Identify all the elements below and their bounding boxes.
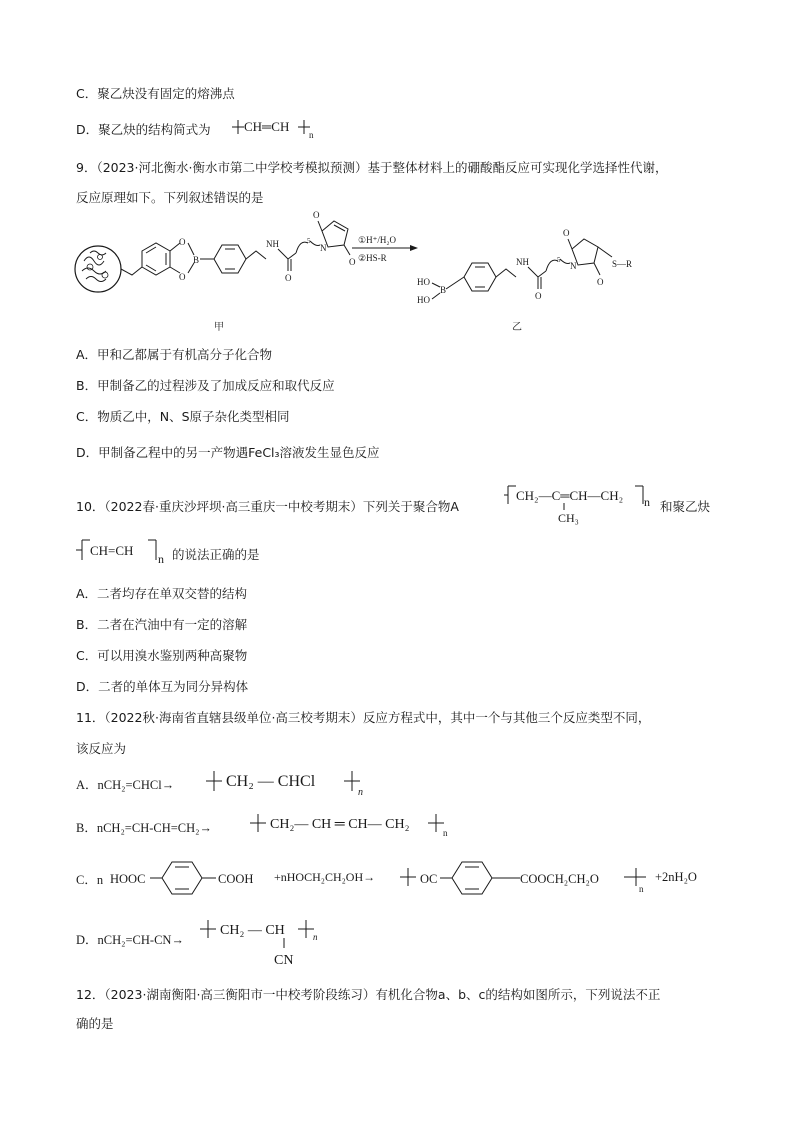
q9-option-a: A．甲和乙都属于有机高分子化合物 — [76, 347, 273, 362]
q11-b-reactant: B．nCH₂=CH-CH=CH₂→ — [76, 821, 213, 835]
q10-stem-pre: 10．（2022春·重庆沙坪坝·高三重庆一中校考期末）下列关于聚合物A — [76, 499, 459, 514]
q9-option-b: B．甲制备乙的过程涉及了加成反应和取代反应 — [76, 378, 335, 393]
svg-text:HO: HO — [417, 277, 430, 287]
polyacetylene-text: CH═CH — [244, 119, 290, 134]
reagent-1: ①H⁺/H₂O — [358, 235, 396, 245]
svg-text:HO: HO — [417, 295, 430, 305]
svg-text:CN: CN — [274, 953, 294, 968]
svg-text:CH₃: CH₃ — [558, 511, 579, 525]
q11-a-product — [198, 765, 368, 797]
svg-text:O: O — [563, 228, 570, 238]
svg-text:N: N — [570, 261, 577, 271]
q8-option-c: C．聚乙炔没有固定的熔沸点 — [76, 86, 235, 101]
q10-option-a: A．二者均存在单双交替的结构 — [76, 586, 248, 601]
q11-c-oc: OC — [420, 872, 438, 886]
q11-stem-line2: 该反应为 — [76, 741, 127, 756]
polymer-a-formula — [504, 478, 654, 528]
svg-text:n: n — [443, 828, 448, 838]
svg-text:n: n — [639, 884, 644, 894]
q11-d-reactant: D．nCH₂=CH-CN→ — [76, 933, 184, 947]
benzene-ring-icon — [464, 263, 496, 291]
svg-text:O: O — [349, 257, 356, 267]
reaction-arrow-icon — [352, 245, 418, 251]
q11-c-diol: +nHOCH₂CH₂OH→ — [274, 870, 376, 884]
terephthalate-ring-icon — [440, 856, 510, 900]
svg-text:5: 5 — [307, 237, 311, 245]
polyacetylene-formula-2 — [76, 538, 176, 566]
q11-c-water: +2nH₂O — [655, 870, 697, 884]
q11-c-ester-tail: COOCH₂CH₂O — [520, 872, 599, 886]
q11-stem-line1: 11．（2022秋·海南省直辖县级单位·高三校考期末）反应方程式中，其中一个与其他三个反应类型不同， — [76, 710, 651, 725]
svg-text:B: B — [440, 285, 447, 295]
q9-option-d: D．甲制备乙程中的另一产物遇FeCl₃溶液发生显色反应 — [76, 445, 380, 460]
q9-stem-line1: 9．（2023·河北衡水·衡水市第二中学校考模拟预测）基于整体材料上的硼酸酯反应可实现化学选择性代谢， — [76, 160, 668, 175]
q11-a-reactant: A．nCH₂=CHCl→ — [76, 778, 175, 792]
q9-reaction-scheme — [60, 205, 740, 340]
q11-c-prefix: C．n — [76, 873, 104, 887]
svg-text:S—R: S—R — [612, 259, 633, 269]
q11-c-hooc: HOOC — [110, 872, 146, 886]
svg-text:CH=CH: CH=CH — [90, 543, 134, 558]
q10-stem-mid: 和聚乙炔 — [660, 499, 711, 514]
svg-text:O: O — [597, 277, 604, 287]
q12-stem-line2: 确的是 — [76, 1016, 114, 1031]
reagent-2: ②HS-R — [358, 253, 387, 263]
svg-text:N: N — [320, 243, 327, 253]
svg-text:n: n — [313, 932, 318, 942]
q11-c-cooh: COOH — [218, 872, 254, 886]
svg-text:O: O — [179, 272, 186, 282]
terephthalic-ring-icon — [150, 856, 220, 900]
q10-option-c: C．可以用溴水鉴别两种高聚物 — [76, 648, 248, 663]
benzene-ring-icon — [214, 245, 246, 273]
svg-text:n: n — [158, 552, 164, 566]
svg-text:5: 5 — [557, 256, 561, 264]
svg-text:NH: NH — [266, 239, 279, 249]
benzodioxaborole-ring-icon — [142, 243, 194, 275]
q12-stem-line1: 12．（2023·湖南衡阳·高三衡阳市一中校考阶段练习）有机化合物a、b、c的结构如图所示，下列说法不正 — [76, 987, 661, 1002]
support-bead-icon — [75, 246, 121, 292]
svg-text:n: n — [644, 495, 650, 509]
q10-option-b: B．二者在汽油中有一定的溶解 — [76, 617, 248, 632]
svg-text:O: O — [179, 237, 186, 247]
q10-option-d: D．二者的单体互为同分异构体 — [76, 679, 249, 694]
q9-option-c: C．物质乙中，N、S原子杂化类型相同 — [76, 409, 290, 424]
svg-text:B: B — [193, 255, 200, 265]
svg-text:CH₂ — CHCl: CH₂ — CHCl — [226, 773, 316, 790]
label-jia: 甲 — [214, 322, 224, 333]
polyacetylene-formula — [232, 116, 322, 140]
svg-text:O: O — [285, 273, 292, 283]
svg-text:CH₂—C═CH—CH₂: CH₂—C═CH—CH₂ — [516, 488, 624, 503]
q10-stem-post: 的说法正确的是 — [172, 547, 260, 562]
svg-text:CH₂— CH ═ CH— CH₂: CH₂— CH ═ CH— CH₂ — [270, 817, 410, 832]
svg-text:CH₂ — CH: CH₂ — CH — [220, 923, 285, 938]
label-yi: 乙 — [512, 322, 522, 333]
svg-text:n: n — [309, 130, 314, 140]
q11-c-open-bracket — [398, 864, 420, 892]
q9-stem-line2: 反应原理如下。下列叙述错误的是 — [76, 190, 264, 205]
q8-option-d: D．聚乙炔的结构简式为 — [76, 122, 211, 137]
q11-d-product — [196, 916, 336, 972]
svg-text:n: n — [358, 787, 363, 798]
svg-text:O: O — [313, 210, 320, 220]
svg-text:O: O — [535, 291, 542, 301]
q11-b-product — [248, 810, 458, 840]
svg-text:NH: NH — [516, 257, 529, 267]
